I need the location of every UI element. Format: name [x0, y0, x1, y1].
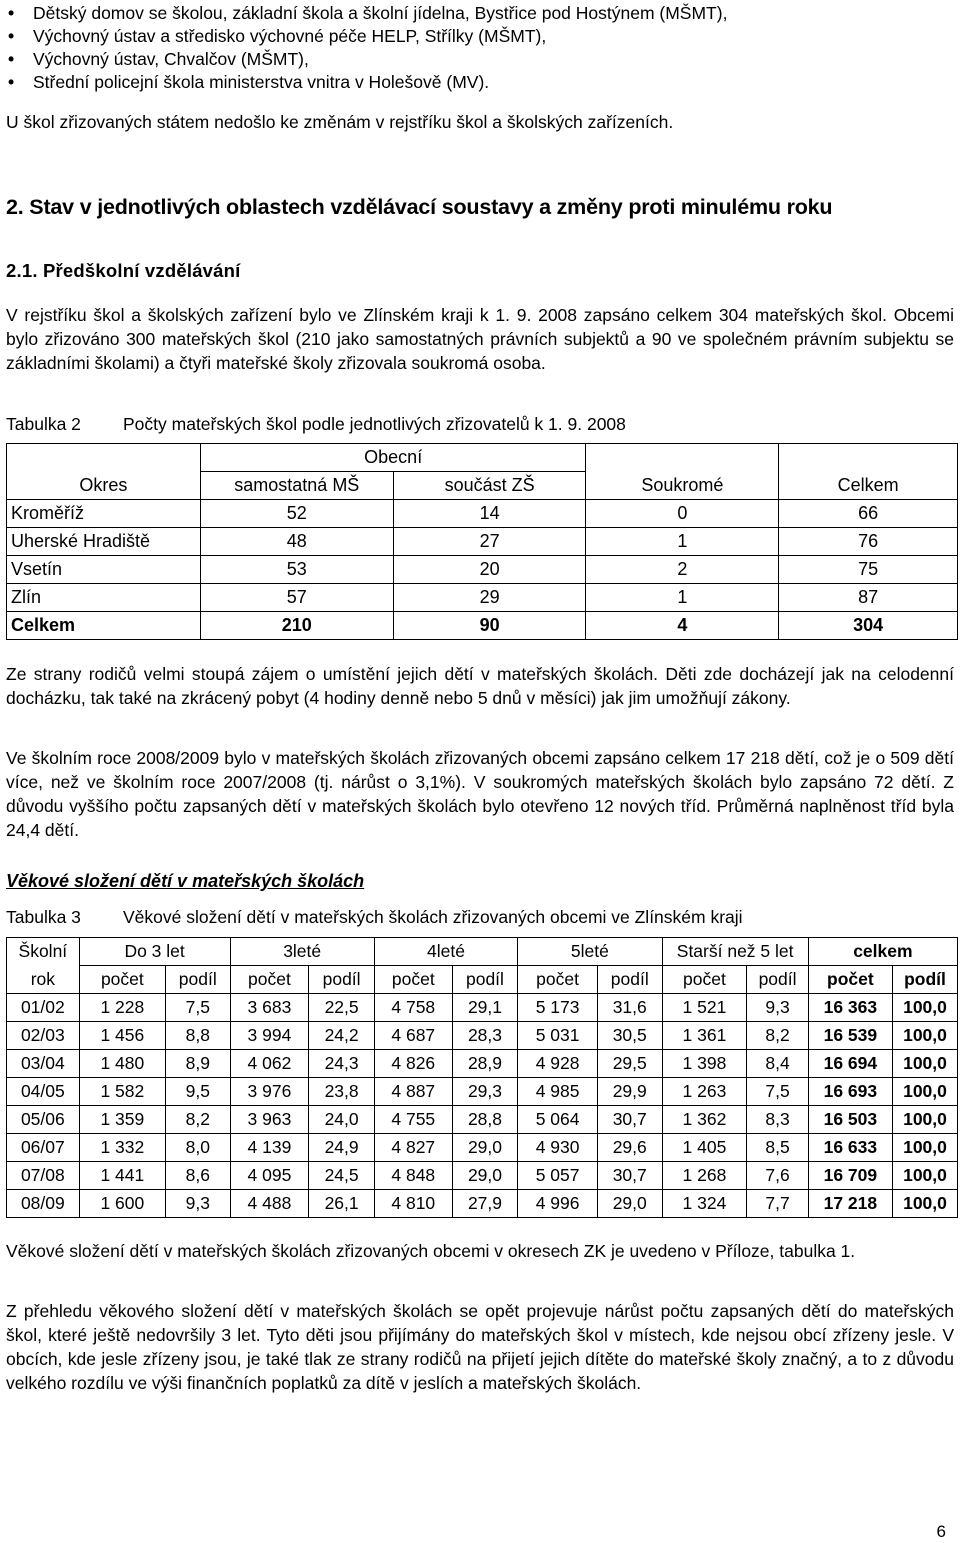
list-item: • Dětský domov se školou, základní škola a školní jídelna, Bystřice pod Hostýnem (MŠMT), [8, 3, 728, 23]
school-list [6, 2, 727, 94]
table-row: 04/05 1 582 9,5 3 976 23,8 4 887 29,3 4 985 29,9 1 263 7,5 16 693 100,0 [7, 1078, 958, 1106]
paragraph-parents-interest: Ze strany rodičů velmi stoupá zájem o umístění jejich dětí v mateřských školách. Děti zde docházejí jak na celodenní docházku, tak také na zkrácený pobyt (4 hodiny denně nebo 5 dnů v měsíci) jak jim umožňují zákony. [6, 664, 954, 708]
table-row: Uherské Hradiště 48 27 1 76 [7, 528, 958, 556]
table-row: 01/02 1 228 7,5 3 683 22,5 4 758 29,1 5 173 31,6 1 521 9,3 16 363 100,0 [7, 994, 958, 1022]
header-samostatna: samostatná MŠ [200, 472, 393, 500]
table-row: 03/04 1 480 8,9 4 062 24,3 4 826 28,9 4 928 29,5 1 398 8,4 16 694 100,0 [7, 1050, 958, 1078]
table-row: 08/09 1 600 9,3 4 488 26,1 4 810 27,9 4 996 29,0 1 324 7,7 17 218 100,0 [7, 1190, 958, 1218]
table-total-row: Celkem 210 90 4 304 [7, 612, 958, 640]
table-header-row: Školní Do 3 let 3leté 4leté 5leté Starší než 5 let celkem [7, 938, 958, 966]
table-2-kindergartens-by-founder [6, 443, 958, 640]
header-obecni: Obecní [200, 444, 586, 472]
section-2-heading: 2. Stav v jednotlivých oblastech vzdělávací soustavy a změny proti minulému roku [6, 195, 833, 219]
header-soukrome: Soukromé [586, 444, 779, 500]
table-row: 02/03 1 456 8,8 3 994 24,2 4 687 28,3 5 031 30,5 1 361 8,2 16 539 100,0 [7, 1022, 958, 1050]
table-row: 06/07 1 332 8,0 4 139 24,9 4 827 29,0 4 930 29,6 1 405 8,5 16 633 100,0 [7, 1134, 958, 1162]
list-item: • Střední policejní škola ministerstva vnitra v Holešově (MV). [8, 72, 490, 92]
table-3-age-composition [6, 937, 958, 1218]
list-item: • Výchovný ústav, Chvalčov (MŠMT), [8, 49, 309, 69]
table-row: 07/08 1 441 8,6 4 095 24,5 4 848 29,0 5 057 30,7 1 268 7,6 16 709 100,0 [7, 1162, 958, 1190]
table-row: Zlín 57 29 1 87 [7, 584, 958, 612]
table-2-caption: Tabulka 2 Počty mateřských škol podle jednotlivých zřizovatelů k 1. 9. 2008 [6, 414, 626, 434]
header-celkem: Celkem [779, 444, 958, 500]
table-header-row [7, 444, 958, 472]
table-header-row: rok počet podíl počet podíl počet podíl počet podíl počet podíl počet podíl [7, 966, 958, 994]
table-row: Vsetín 53 20 2 75 [7, 556, 958, 584]
age-composition-heading: Věkové složení dětí v mateřských školách [6, 871, 365, 891]
intro-line: U škol zřizovaných státem nedošlo ke změnám v rejstříku škol a školských zařízeních. [6, 112, 674, 132]
paragraph-under-3-growth: Z přehledu věkového složení dětí v mateřských školách se opět projevuje nárůst počtu zapsaných dětí do mateřských škol, které ještě nedovršily 3 let. Tyto děti jsou přijímány do mateřských škol v místech, kde nejsou obcí zřízeny jesle. V obcích, kde jesle zřízeny jsou, je také tlak ze strany rodičů na přijetí jejich dítěte do mateřské školy značný, a to z důvodu velkého rozdílu ve výši finančních poplatků za dítě v jeslích a mateřských školách. [6, 1301, 954, 1393]
table-row: Kroměříž 52 14 0 66 [7, 500, 958, 528]
section-2-1-heading: 2.1. Předškolní vzdělávání [6, 260, 241, 281]
header-school-year: Školní [7, 938, 80, 966]
paragraph-annex-note: Věkové složení dětí v mateřských školách zřizovaných obcemi v okresech ZK je uvedeno v Příloze, tabulka 1. [6, 1241, 856, 1261]
list-item: • Výchovný ústav a středisko výchovné péče HELP, Střílky (MŠMT), [8, 26, 547, 46]
table-3-caption: Tabulka 3 Věkové složení dětí v mateřských školách zřizovaných obcemi ve Zlínském kraji [6, 907, 743, 927]
page-number: 6 [936, 1522, 946, 1541]
header-okres: Okres [7, 444, 201, 500]
header-soucast: součást ZŠ [393, 472, 586, 500]
table-row: 05/06 1 359 8,2 3 963 24,0 4 755 28,8 5 064 30,7 1 362 8,3 16 503 100,0 [7, 1106, 958, 1134]
paragraph-registry: V rejstříku škol a školských zařízení bylo ve Zlínském kraji k 1. 9. 2008 zapsáno celkem 304 mateřských škol. Obcemi bylo zřizováno 300 mateřských škol (210 jako samostatných právních subjektů a 90 ve společném právním subjektu se základními školami) a čtyři mateřské školy zřizovala soukromá osoba. [6, 305, 954, 373]
paragraph-enrolment: Ve školním roce 2008/2009 bylo v mateřských školách zřizovaných obcemi zapsáno celkem 17 218 dětí, což je o 509 dětí více, než ve školním roce 2007/2008 (tj. nárůst o 3,1%). V soukromých mateřských školách bylo zapsáno 72 dětí. Z důvodu vyššího počtu zapsaných dětí v mateřských školách bylo otevřeno 12 nových tříd. Průměrná naplněnost tříd byla 24,4 dětí. [6, 748, 954, 840]
